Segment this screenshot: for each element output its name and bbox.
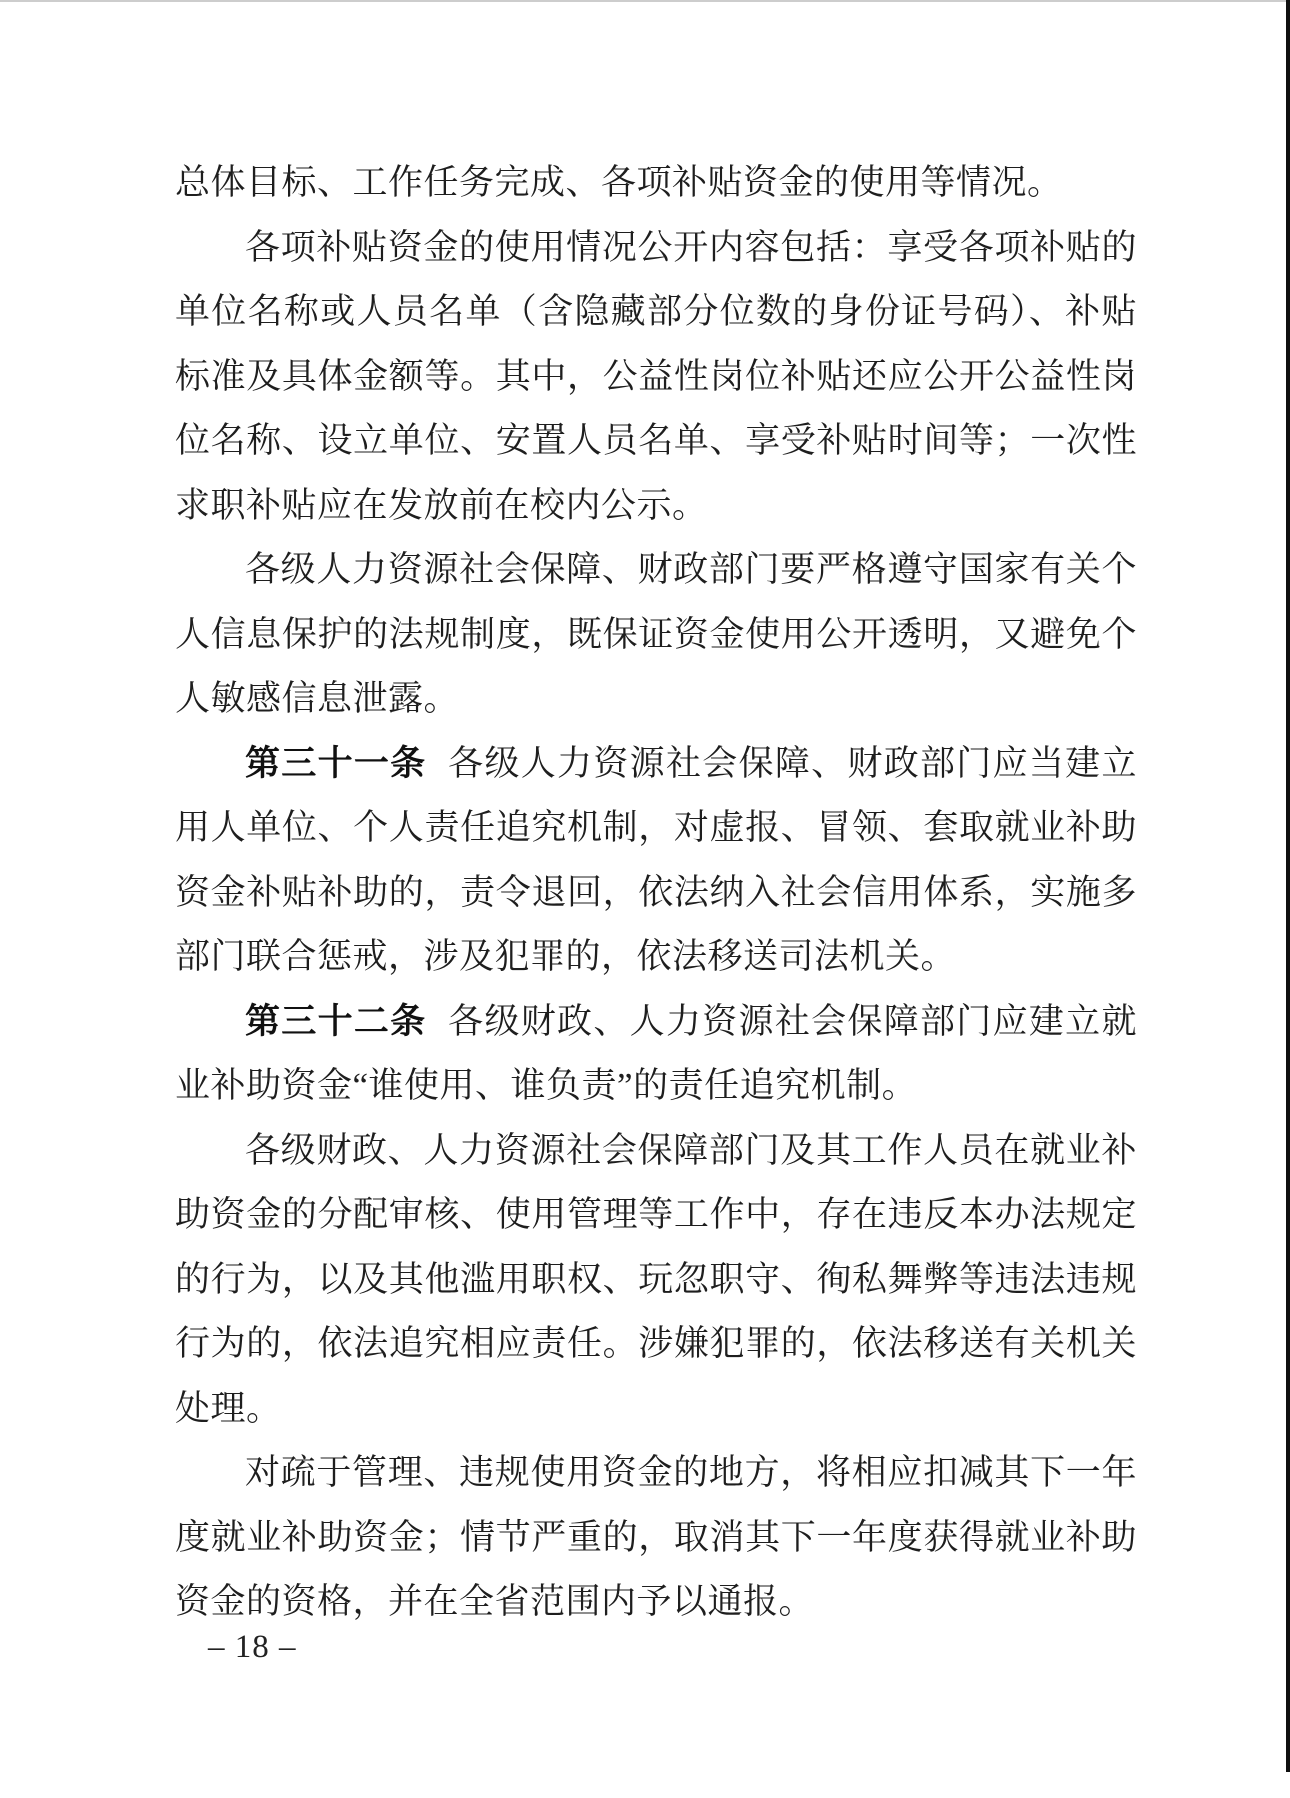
- page-top-edge-line: [0, 0, 1290, 2]
- scan-edge-strip: [1286, 0, 1290, 1772]
- paragraph-text: 各级人力资源社会保障、财政部门要严格遵守国家有关个人信息保护的法规制度，既保证资金使用公开透明，又避免个人敏感信息泄露。: [175, 550, 1137, 718]
- paragraph-subsidy-disclosure: [175, 216, 1137, 539]
- article-32-label: 第三十二条: [245, 1001, 427, 1041]
- paragraph-staff-liability: [175, 1119, 1137, 1442]
- paragraph-article-31: [175, 732, 1137, 990]
- paragraph-continuation: [175, 151, 1137, 216]
- paragraph-text: 总体目标、工作任务完成、各项补贴资金的使用等情况。: [175, 163, 1063, 202]
- paragraph-fund-reduction: [175, 1441, 1137, 1635]
- paragraph-privacy-protection: [175, 538, 1137, 732]
- article-31-label: 第三十一条: [245, 743, 427, 783]
- paragraph-text: 各级财政、人力资源社会保障部门应建立就业补助资金“谁使用、谁负责”的责任追究机制。: [175, 1001, 1137, 1105]
- document-body: [175, 151, 1137, 1635]
- paragraph-text: 各级人力资源社会保障、财政部门应当建立用人单位、个人责任追究机制，对虚报、冒领、套取就业补助资金补贴补助的，责令退回，依法纳入社会信用体系，实施多部门联合惩戒，涉及犯罪的，依法移送司法机关。: [175, 743, 1137, 976]
- paragraph-text: 各项补贴资金的使用情况公开内容包括：享受各项补贴的单位名称或人员名单（含隐藏部分位数的身份证号码）、补贴标准及具体金额等。其中，公益性岗位补贴还应公开公益性岗位名称、设立单位、安置人员名单、享受补贴时间等；一次性求职补贴应在发放前在校内公示。: [175, 227, 1137, 525]
- paragraph-text: 各级财政、人力资源社会保障部门及其工作人员在就业补助资金的分配审核、使用管理等工作中，存在违反本办法规定的行为，以及其他滥用职权、玩忽职守、徇私舞弊等违法违规行为的，依法追究相应责任。涉嫌犯罪的，依法移送有关机关处理。: [175, 1130, 1137, 1428]
- page-number: – 18 –: [208, 1629, 297, 1665]
- paragraph-text: 对疏于管理、违规使用资金的地方，将相应扣减其下一年度就业补助资金；情节严重的，取消其下一年度获得就业补助资金的资格，并在全省范围内予以通报。: [175, 1453, 1137, 1621]
- paragraph-article-32: [175, 990, 1137, 1119]
